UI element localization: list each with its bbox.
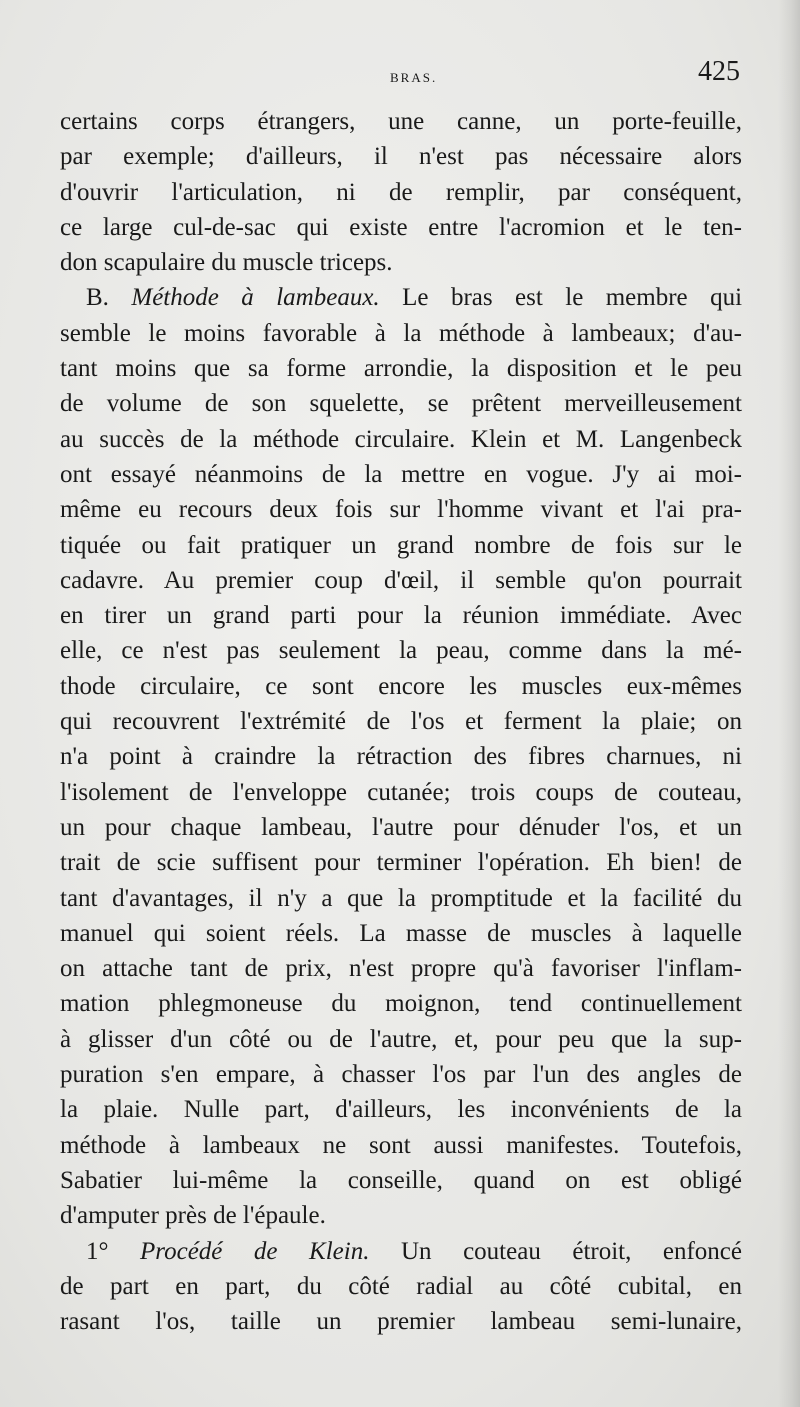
text-line: au succès de la méthode circulaire. Klein et M. Langenbeck bbox=[60, 425, 742, 453]
body-text bbox=[60, 104, 742, 1339]
section-heading-line bbox=[60, 280, 742, 315]
text-line: de part en part, du côté radial au côté cubital, en bbox=[60, 1272, 742, 1300]
text-line: don scapulaire du muscle triceps. bbox=[60, 249, 393, 277]
page-header bbox=[60, 54, 740, 94]
text-line: manuel qui soient réels. La masse de muscles à laquelle bbox=[60, 919, 742, 947]
text-line: un pour chaque lambeau, l'autre pour dénuder l'os, et un bbox=[60, 813, 742, 841]
text-line: elle, ce n'est pas seulement la peau, comme dans la mé- bbox=[60, 637, 742, 665]
text-line: l'isolement de l'enveloppe cutanée; trois coups de couteau, bbox=[60, 778, 742, 806]
text-line: semble le moins favorable à la méthode à lambeaux; d'au- bbox=[60, 319, 742, 347]
procedure-number: 1° bbox=[86, 1237, 109, 1265]
text-line: de volume de son squelette, se prêtent merveilleusement bbox=[60, 390, 742, 418]
text-line: même eu recours deux fois sur l'homme vivant et l'ai pra- bbox=[60, 496, 742, 524]
text-line: certains corps étrangers, une canne, un porte-feuille, bbox=[60, 108, 742, 135]
text-line: tant moins que sa forme arrondie, la disposition et le peu bbox=[60, 355, 742, 383]
text-line: tiquée ou fait pratiquer un grand nombre de fois sur le bbox=[60, 531, 742, 559]
text-line: cadavre. Au premier coup d'œil, il semble qu'on pourrait bbox=[60, 566, 742, 594]
section-lead-text: Le bras est le membre qui bbox=[402, 284, 743, 312]
text-line: rasant l'os, taille un premier lambeau semi-lunaire, bbox=[60, 1308, 742, 1336]
text-line: thode circulaire, ce sont encore les muscles eux-mêmes bbox=[60, 672, 742, 700]
section-letter: B. bbox=[86, 284, 109, 312]
text-line: ont essayé néanmoins de la mettre en vogue. J'y ai moi- bbox=[60, 460, 742, 488]
procedure-heading-line bbox=[60, 1234, 742, 1269]
procedure-title: Procédé de Klein. bbox=[140, 1237, 370, 1265]
text-line: ce large cul-de-sac qui existe entre l'acromion et le ten- bbox=[60, 213, 742, 241]
text-line: mation phlegmoneuse du moignon, tend continuellement bbox=[60, 990, 742, 1018]
text-line: à glisser d'un côté ou de l'autre, et, pour peu que la sup- bbox=[60, 1025, 742, 1053]
text-line: en tirer un grand parti pour la réunion immédiate. Avec bbox=[60, 602, 742, 630]
text-line: puration s'en empare, à chasser l'os par l'un des angles de bbox=[60, 1061, 742, 1089]
procedure-lead-text: Un couteau étroit, enfoncé bbox=[401, 1237, 742, 1265]
running-head: BRAS. bbox=[390, 70, 438, 85]
text-line: trait de scie suffisent pour terminer l'opération. Eh bien! de bbox=[60, 849, 742, 877]
text-line: n'a point à craindre la rétraction des fibres charnues, ni bbox=[60, 743, 742, 771]
text-line: Sabatier lui-même la conseille, quand on est obligé bbox=[60, 1166, 742, 1194]
text-line: qui recouvrent l'extrémité de l'os et ferment la plaie; on bbox=[60, 708, 742, 736]
text-line: méthode à lambeaux ne sont aussi manifestes. Toutefois, bbox=[60, 1131, 742, 1159]
text-line: tant d'avantages, il n'y a que la promptitude et la facilité du bbox=[60, 884, 742, 912]
page-gutter-shadow bbox=[778, 0, 800, 1407]
text-line: par exemple; d'ailleurs, il n'est pas nécessaire alors bbox=[60, 143, 742, 171]
text-line: on attache tant de prix, n'est propre qu'à favoriser l'inflam- bbox=[60, 955, 742, 983]
text-line: d'amputer près de l'épaule. bbox=[60, 1202, 326, 1230]
page-number: 425 bbox=[698, 56, 740, 87]
section-title: Méthode à lambeaux. bbox=[131, 284, 380, 312]
text-line: d'ouvrir l'articulation, ni de remplir, par conséquent, bbox=[60, 178, 742, 206]
text-line: la plaie. Nulle part, d'ailleurs, les inconvénients de la bbox=[60, 1096, 742, 1124]
